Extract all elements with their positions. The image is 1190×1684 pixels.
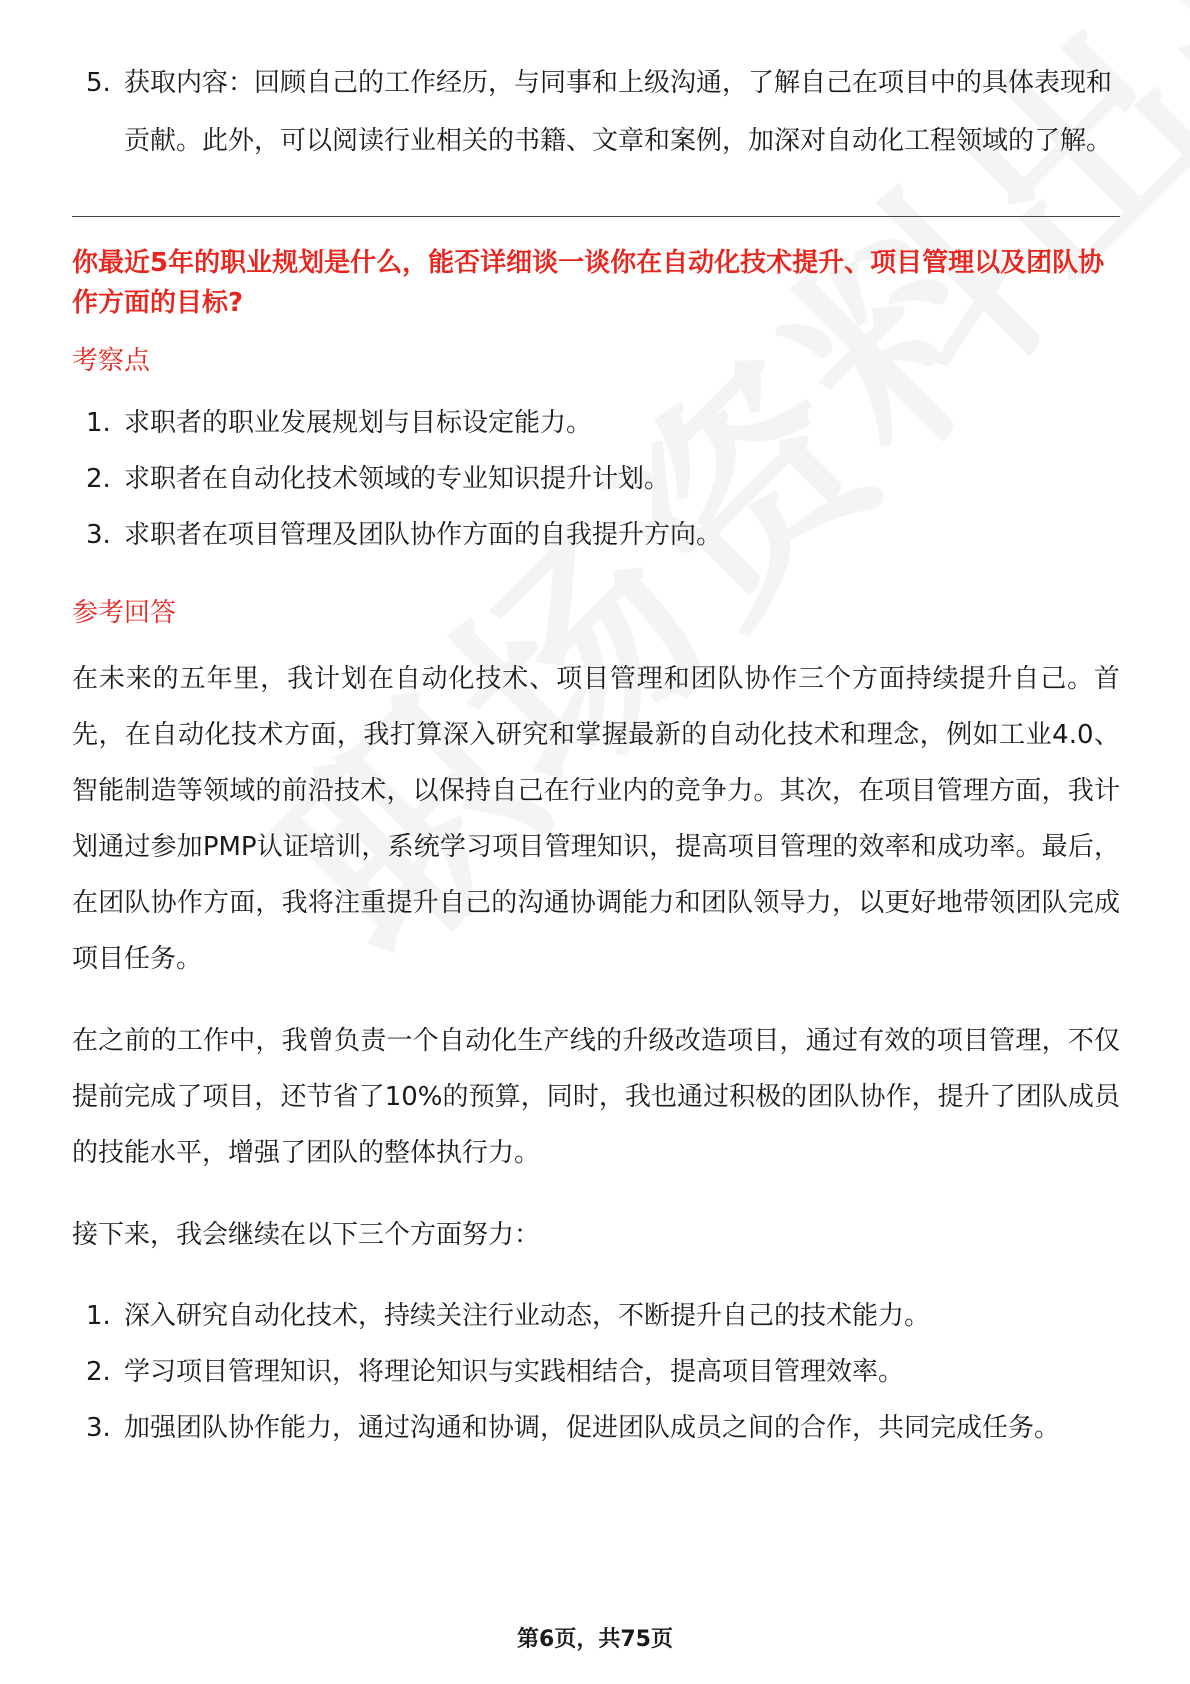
list-item: [72, 1289, 1120, 1343]
list-item: [72, 451, 1120, 507]
list-item: [72, 1345, 1120, 1399]
list-number: 3.: [86, 1413, 111, 1443]
list-number: 5.: [86, 68, 111, 98]
list-number: 2.: [86, 1357, 111, 1387]
list-item: [72, 395, 1120, 451]
page-number-footer: 第6页，共75页: [517, 1627, 673, 1652]
list-text: 求职者在自动化技术领域的专业知识提升计划。: [124, 464, 671, 494]
list-text: 求职者的职业发展规划与目标设定能力。: [124, 408, 593, 438]
exam-points-heading: 考察点: [72, 346, 151, 376]
section-divider: [72, 216, 1120, 217]
interview-question: 你最近5年的职业规划是什么，能否详细谈一谈你在自动化技术提升、项目管理以及团队协作方面的目标?: [72, 248, 1105, 318]
list-number: 3.: [86, 520, 111, 550]
list-number: 2.: [86, 464, 111, 494]
goals-list: [72, 1289, 1120, 1455]
list-number: 1.: [86, 408, 111, 438]
answer-paragraph: 接下来，我会继续在以下三个方面努力：: [72, 1220, 541, 1250]
list-text: 求职者在项目管理及团队协作方面的自我提升方向。: [124, 520, 723, 550]
list-item: [72, 1401, 1120, 1455]
list-item: [72, 507, 1120, 563]
list-number: 1.: [86, 1301, 111, 1331]
reference-answer-heading: 参考回答: [72, 598, 177, 628]
list-text: 深入研究自动化技术，持续关注行业动态，不断提升自己的技术能力。: [124, 1301, 931, 1331]
list-text: 学习项目管理知识，将理论知识与实践相结合，提高项目管理效率。: [124, 1357, 905, 1387]
list-text: 获取内容：回顾自己的工作经历，与同事和上级沟通，了解自己在项目中的具体表现和贡献。此外，可以阅读行业相关的书籍、文章和案例，加深对自动化工程领域的了解。: [124, 68, 1113, 156]
page-content: [72, 0, 1120, 1457]
list-item: [72, 54, 1120, 170]
answer-paragraph: 在未来的五年里，我计划在自动化技术、项目管理和团队协作三个方面持续提升自己。首先，在自动化技术方面，我打算深入研究和掌握最新的自动化技术和理念，例如工业4.0、智能制造等领域的前沿技术，以保持自己在行业内的竞争力。其次，在项目管理方面，我计划通过参加PMP认证培训，系统学习项目管理知识，提高项目管理的效率和成功率。最后，在团队协作方面，我将注重提升自己的沟通协调能力和团队领导力，以更好地带领团队完成项目任务。: [72, 664, 1120, 974]
list-text: 加强团队协作能力，通过沟通和协调，促进团队成员之间的合作，共同完成任务。: [124, 1413, 1061, 1443]
answer-paragraph: 在之前的工作中，我曾负责一个自动化生产线的升级改造项目，通过有效的项目管理，不仅提前完成了项目，还节省了10%的预算，同时，我也通过积极的团队协作，提升了团队成员的技能水平，增强了团队的整体执行力。: [72, 1026, 1120, 1168]
exam-points-list: [72, 395, 1120, 563]
